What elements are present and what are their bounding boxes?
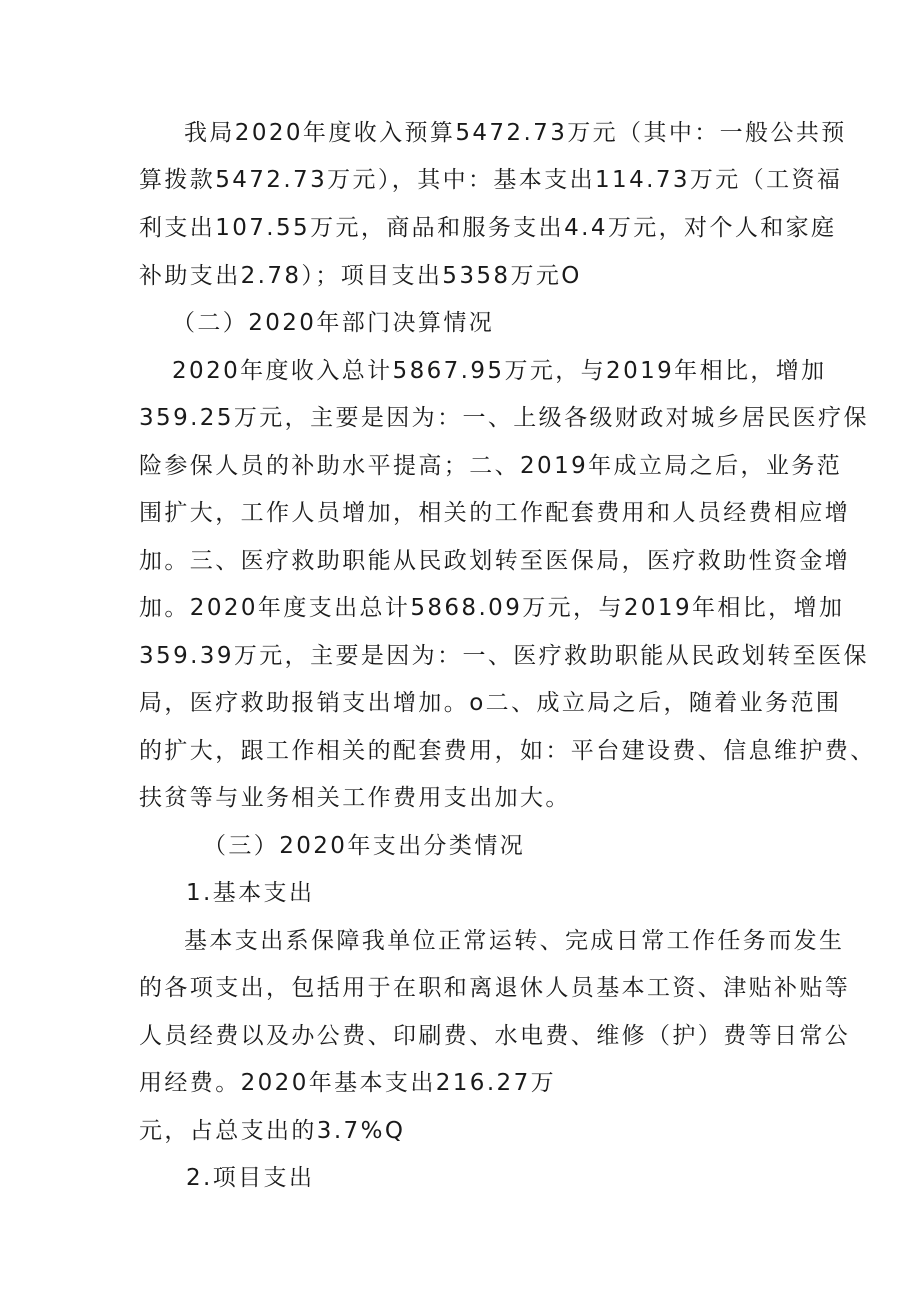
- paragraph-final-accounts-line-7: 359.39万元，主要是因为：一、医疗救助职能从民政划转至医保: [139, 643, 869, 669]
- paragraph-final-accounts-line-6: 加。2020年度支出总计5868.09万元，与2019年相比，增加: [139, 595, 845, 621]
- paragraph-final-accounts-line-3: 险参保人员的补助水平提高；二、2019年成立局之后，业务范: [139, 453, 843, 479]
- paragraph-basic-expenditure-line-1: 基本支出系保障我单位正常运转、完成日常工作任务而发生: [184, 928, 845, 954]
- paragraph-income-budget-line-3: 利支出107.55万元，商品和服务支出4.4万元，对个人和家庭: [139, 215, 837, 241]
- paragraph-final-accounts-line-10: 扶贫等与业务相关工作费用支出加大。: [139, 785, 571, 811]
- paragraph-basic-expenditure-line-5: 元，占总支出的3.7%Q: [139, 1118, 406, 1144]
- paragraph-final-accounts-line-8: 局，医疗救助报销支出增加。o二、成立局之后，随着业务范围: [139, 690, 842, 716]
- paragraph-final-accounts-line-9: 的扩大，跟工作相关的配套费用，如：平台建设费、信息维护费、: [139, 738, 876, 764]
- paragraph-final-accounts-line-4: 围扩大，工作人员增加，相关的工作配套费用和人员经费相应增: [139, 500, 851, 526]
- paragraph-final-accounts-line-2: 359.25万元，主要是因为：一、上级各级财政对城乡居民医疗保: [139, 405, 869, 431]
- section-heading-expenditure-classification: （三）2020年支出分类情况: [203, 833, 526, 859]
- paragraph-basic-expenditure-line-4: 用经费。2020年基本支出216.27万: [139, 1070, 557, 1096]
- subheading-project-expenditure: 2.项目支出: [186, 1165, 315, 1191]
- paragraph-basic-expenditure-line-2: 的各项支出，包括用于在职和离退休人员基本工资、津贴补贴等: [139, 975, 851, 1001]
- paragraph-basic-expenditure-line-3: 人员经费以及办公费、印刷费、水电费、维修（护）费等日常公: [139, 1023, 851, 1049]
- paragraph-income-budget-line-1: 我局2020年度收入预算5472.73万元（其中：一般公共预: [184, 120, 847, 146]
- paragraph-income-budget-line-4: 补助支出2.78）；项目支出5358万元O: [139, 263, 582, 289]
- subheading-basic-expenditure: 1.基本支出: [186, 880, 315, 906]
- section-heading-final-accounts: （二）2020年部门决算情况: [172, 310, 495, 336]
- paragraph-final-accounts-line-1: 2020年度收入总计5867.95万元，与2019年相比，增加: [172, 358, 827, 384]
- paragraph-income-budget-line-2: 算拨款5472.73万元），其中：基本支出114.73万元（工资福: [139, 167, 843, 193]
- paragraph-final-accounts-line-5: 加。三、医疗救助职能从民政划转至医保局，医疗救助性资金增: [139, 548, 851, 574]
